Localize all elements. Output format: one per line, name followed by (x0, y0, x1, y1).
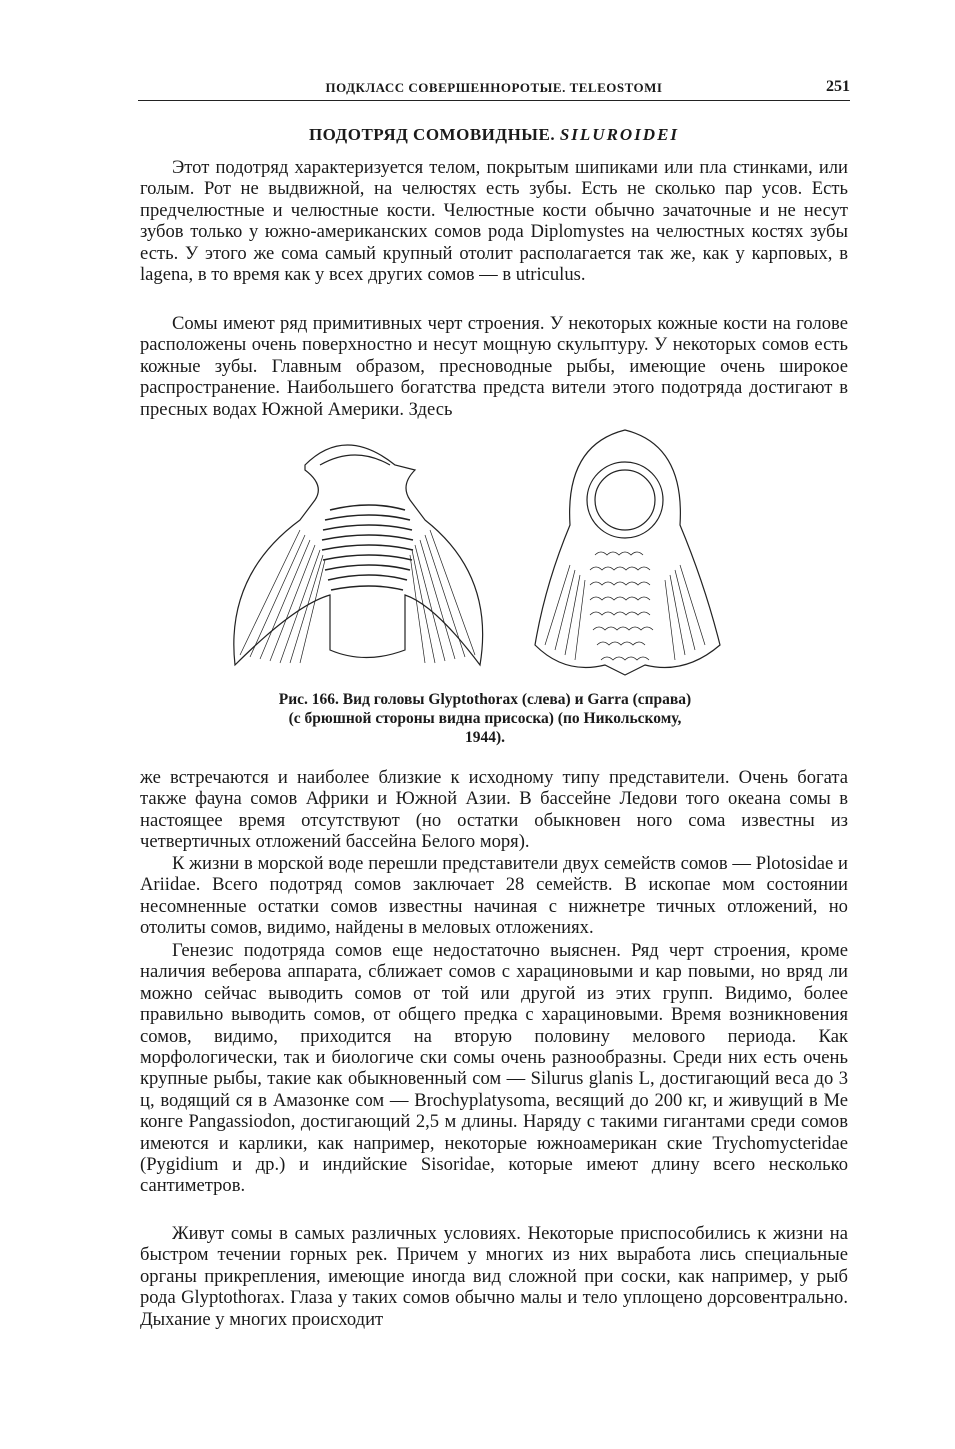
text-line: тичных отложений, но отолиты сомов, видимо, найдены в меловых отложениях. (140, 895, 848, 939)
text-line: ские Trychomycteridae (Pygidium и др.) и индийские Sisoridae, которые имеют (140, 1132, 848, 1176)
text-line: У некоторых сомов есть кожные зубы. Главным образом, пресноводные рыбы, (140, 334, 848, 377)
text-line: стинками, или голым. Рот не выдвижной, на челюстях есть зубы. Есть не (140, 157, 848, 200)
figure-caption (205, 690, 765, 747)
text-line: вторую половину мелового периода. Как морфологически, так и биологиче (140, 1025, 849, 1069)
caption-line: 1944). (464, 729, 506, 746)
caption-line: (с брюшной стороны видна присоска) (по Никольскому, (288, 710, 682, 727)
text-line: ся в Амазонке сом — Brochyplatysoma, весящий до 200 кг, и живущий в Ме (235, 1089, 848, 1111)
text-line: время как у всех других сомов — в utriculus. (233, 264, 586, 286)
text-line: среди сомов имеются и карлики, как например, некоторые южноамерикан (140, 1111, 848, 1154)
text-line: кроме наличия веберова аппарата, сближает сомов с харациновыми и кар (140, 940, 848, 983)
garra-illustration (535, 430, 720, 675)
text-line: малы и тело уплощено дорсовентрально. Дыхание у многих происходит (140, 1287, 848, 1330)
text-line: богата также фауна сомов Африки и Южной Азии. В бассейне Ледови (140, 767, 848, 810)
text-line: Plotosidae и Ariidae. Всего подотряд сомов заключает 28 семейств. В ископае (140, 853, 848, 896)
text-line: рода Diplomystes на челюстных костях зубы есть. У этого же сома самый (140, 221, 849, 264)
text-line: же встречаются и наиболее близкие к исходному типу представители. Очень (140, 767, 798, 788)
text-line: как обыкновенный сом — Silurus glanis L, достигающий веса до 3 ц, водящий (140, 1068, 849, 1111)
text-line: повыми, но вряд ли можно сейчас выводить сомов от той или другой из этих (140, 961, 848, 1004)
text-line: вители этого подотряда достигают в пресных водах Южной Америки. Здесь (140, 377, 848, 420)
section-title-latin: SILUROIDEI (559, 125, 680, 144)
paragraph-4 (140, 853, 848, 939)
running-head (138, 78, 850, 101)
section-title-russian: ПОДОТРЯД СОМОВИДНЫЕ. (308, 125, 556, 144)
paragraph-3 (140, 767, 848, 853)
caption-line: Рис. 166. Вид головы Glyptothorax (слева) и Garra (справа) (278, 691, 692, 708)
text-line: крупный отолит располагается так же, как у карповых, в lagena, в то (140, 242, 849, 286)
section-title (138, 125, 850, 145)
text-line: ного сома известны из четвертичных отложений бассейна Белого моря). (140, 809, 848, 853)
text-line: того океана сомы в настоящее время отсутствуют (но остатки обыкновен (140, 788, 848, 831)
text-line: имеющие очень широкое распространение. Наибольшего богатства предста (140, 355, 848, 399)
text-line: к жизни на быстром течении горных рек. Причем у многих из них выработа (140, 1223, 848, 1266)
text-line: Сомы имеют ряд примитивных черт строения. У некоторых кожные кости (172, 313, 773, 334)
paragraph-5 (140, 940, 848, 1197)
glyptothorax-illustration (234, 445, 483, 665)
text-line: сколько пар усов. Есть предчелюстные и челюстные кости. Челюстные кости (140, 178, 848, 221)
text-line: с харациновыми. Время возникновения сомов, видимо, приходится на (140, 1004, 848, 1047)
text-line: обычно зачаточные и не несут зубов только у южно-американских сомов (140, 199, 848, 243)
text-line: Этот подотряд характеризуется телом, покрытым шипиками или пла (172, 157, 727, 178)
figure-166 (225, 425, 745, 695)
text-line: на голове расположены очень поверхностно и несут мощную скульптуру. (140, 313, 848, 356)
text-line: групп. Видимо, более правильно выводить сомов, от общего предка (140, 982, 848, 1026)
text-line: К жизни в морской воде перешли представители двух семейств сомов — (172, 853, 756, 874)
text-line: длину всего несколько сантиметров. (140, 1154, 848, 1197)
text-line: Живут сомы в самых различных условиях. Некоторые приспособились (172, 1223, 758, 1244)
text-line: соски, как например, у рыб рода Glyptothorax. Глаза у таких сомов обычно (140, 1265, 848, 1309)
text-line: конге Pangassiodon, достигающий 2,5 м длины. Наряду с такими гигантами (140, 1111, 751, 1133)
text-line: лись специальные органы прикрепления, имеющие иногда вид сложной при (140, 1244, 848, 1287)
running-title: ПОДКЛАСС СОВЕРШЕННОРОТЫЕ. TELEOSTOMI (325, 80, 663, 95)
text-line: Генезис подотряда сомов еще недостаточно выяснен. Ряд черт строения, (172, 940, 801, 961)
paragraph-6 (140, 1223, 848, 1330)
paragraph-1 (140, 157, 848, 285)
paragraph-2 (140, 313, 848, 420)
text-line: мом состоянии несомненные остатки сомов известны начиная с нижнетре (140, 874, 848, 917)
page-number: 251 (826, 78, 850, 95)
text-line: ски сомы очень разнообразны. Среди них есть очень крупные рыбы, такие (140, 1047, 848, 1090)
